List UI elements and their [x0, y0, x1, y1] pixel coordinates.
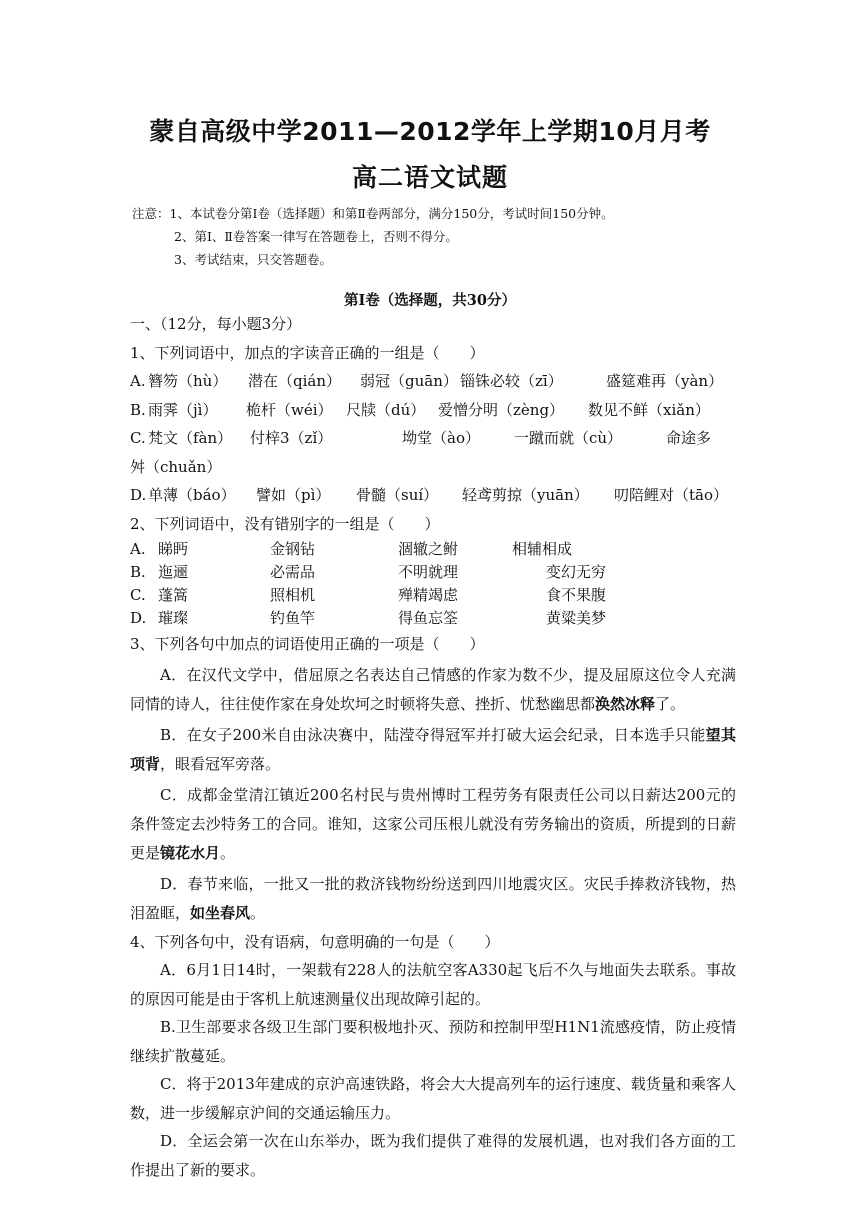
q4-option-b: B.卫生部要求各级卫生部门要积极地扑灭、预防和控制甲型H1N1流感疫情，防止疫情继续扩散蔓延。	[130, 1018, 736, 1065]
highlighted-phrase: 镜花水月	[160, 843, 221, 862]
option-word: 食不果腹	[546, 586, 607, 604]
q3-option-a	[130, 661, 736, 719]
question-3-stem: 3、下列各句中加点的词语使用正确的一项是（ ）	[130, 635, 485, 653]
option-word: 盛筵难再（yàn）	[606, 372, 724, 390]
q3-option-b	[130, 721, 736, 779]
option-word: 付梓3（zǐ）	[250, 429, 333, 447]
option-word: 一蹴而就（cù）	[514, 429, 623, 447]
option-word: 簪笏（hù）	[148, 372, 228, 390]
highlighted-phrase: 如坐春风	[190, 903, 251, 922]
option-word: 璀璨	[158, 609, 189, 627]
option-word: 坳堂（ào）	[402, 429, 480, 447]
option-word: 迤逦	[158, 563, 189, 581]
option-word: 必需品	[270, 563, 316, 581]
note-line: 3、考试结束，只交答题卷。	[174, 252, 332, 267]
option-word: 舛（chuǎn）	[130, 457, 222, 476]
option-letter: C.	[130, 586, 146, 604]
option-word: 变幻无穷	[546, 563, 607, 581]
exam-body	[130, 310, 736, 1184]
option-letter: B.	[130, 400, 146, 419]
option-word: 殚精竭虑	[398, 586, 459, 604]
section-title: 第Ⅰ卷（选择题，共30分）	[344, 292, 516, 309]
option-word: 蓬篙	[158, 586, 189, 604]
option-letter: C.	[130, 429, 146, 447]
option-word: 弱冠（guān）	[360, 372, 458, 390]
q2-option-c	[130, 584, 736, 607]
option-word: 睇眄	[158, 540, 189, 558]
q2-option-a	[130, 538, 736, 561]
option-word: 数见不鲜（xiǎn）	[588, 400, 710, 419]
option-word: 爱憎分明（zèng）	[438, 400, 565, 419]
option-text: D．春节来临，一批又一批的救济钱物纷纷送到四川地震灾区。灾民手捧救济钱物，热泪盈眶，	[130, 874, 736, 922]
option-word: 轻鸢剪掠（yuān）	[462, 486, 589, 504]
option-text: 了。	[655, 694, 686, 713]
q2-option-d	[130, 607, 736, 630]
question-4-stem: 4、下列各句中，没有语病，句意明确的一句是（ ）	[130, 932, 500, 951]
highlighted-phrase: 望其项背	[130, 725, 736, 773]
exam-notes	[132, 202, 752, 271]
option-word: 相辅相成	[512, 540, 573, 558]
part-heading: 一、（12分，每小题3分）	[130, 315, 302, 333]
option-word: 命途多	[666, 429, 712, 447]
option-text: ，眼看冠军旁落。	[160, 754, 281, 773]
q1-option-b	[130, 396, 736, 425]
q3-option-d	[130, 870, 736, 928]
option-word: 黄粱美梦	[546, 609, 607, 627]
question-1-stem: 1、下列词语中，加点的字读音正确的一组是（ ）	[130, 343, 485, 362]
note-line: 注意：1、本试卷分第Ⅰ卷（选择题）和第Ⅱ卷两部分，满分150分，考试时间150分钟。	[132, 206, 614, 221]
q1-option-a	[130, 367, 736, 396]
q4-option-d: D．全运会第一次在山东举办，既为我们提供了难得的发展机遇，也对我们各方面的工作提出了新的要求。	[130, 1132, 736, 1179]
option-word: 梵文（fàn）	[148, 429, 233, 447]
question-2-stem: 2、下列词语中，没有错别字的一组是（ ）	[130, 514, 440, 533]
highlighted-phrase: 涣然冰释	[595, 694, 656, 713]
q2-option-b	[130, 561, 736, 584]
option-word: 单薄（báo）	[148, 486, 236, 504]
option-word: 不明就理	[398, 563, 459, 581]
option-letter: B.	[130, 563, 146, 581]
q1-option-c	[130, 424, 736, 453]
q1-option-c-cont	[130, 453, 736, 482]
option-text: A．在汉代文学中，借屈原之名表达自己情感的作家为数不少，提及屈原这位令人充满同情的诗人，往往使作家在身处坎坷之时顿将失意、挫折、忧愁幽思都	[130, 665, 736, 713]
option-letter: A.	[130, 540, 146, 558]
q4-option-a: A．6月1日14时，一架载有228人的法航空客A330起飞后不久与地面失去联系。事故的原因可能是由于客机上航速测量仪出现故障引起的。	[130, 961, 736, 1008]
option-word: 照相机	[270, 586, 316, 604]
option-text: C．成都金堂清江镇近200名村民与贵州博时工程劳务有限责任公司以日薪达200元的条件签定去沙特务工的合同。谁知，这家公司压根儿就没有劳务输出的资质，所提到的日薪更是	[130, 785, 736, 862]
option-letter: D.	[130, 486, 147, 504]
option-word: 潜在（qián）	[248, 372, 342, 390]
option-text: 。	[220, 843, 236, 862]
note-line: 2、第Ⅰ、Ⅱ卷答案一律写在答题卷上，否则不得分。	[174, 229, 458, 244]
option-word: 锱铢必较（zī）	[460, 372, 563, 390]
option-word: 叨陪鲤对（tāo）	[614, 486, 729, 504]
q1-option-d	[130, 481, 736, 510]
exam-subtitle: 高二语文试题	[351, 163, 508, 192]
option-word: 雨霁（jì）	[148, 400, 218, 419]
option-word: 桅杆（wéi）	[246, 400, 333, 419]
option-letter: D.	[130, 609, 147, 627]
option-word: 得鱼忘筌	[398, 609, 459, 627]
exam-title: 蒙自高级中学2011—2012学年上学期10月月考	[149, 117, 711, 146]
option-text: 。	[250, 903, 266, 922]
option-word: 金钢钻	[270, 540, 316, 558]
q3-option-c	[130, 781, 736, 868]
option-letter: A.	[130, 372, 146, 390]
option-word: 尺牍（dú）	[346, 400, 426, 419]
option-word: 涸辙之鲋	[398, 540, 459, 558]
option-word: 譬如（pì）	[256, 486, 331, 504]
option-word: 骨髓（suí）	[356, 486, 439, 504]
option-text: B．在女子200米自由泳决赛中，陆滢夺得冠军并打破大运会纪录，日本选手只能	[160, 725, 706, 744]
option-word: 钓鱼竿	[270, 609, 316, 627]
q4-option-c: C．将于2013年建成的京沪高速铁路，将会大大提高列车的运行速度、载货量和乘客人数，进一步缓解京沪间的交通运输压力。	[130, 1075, 736, 1122]
